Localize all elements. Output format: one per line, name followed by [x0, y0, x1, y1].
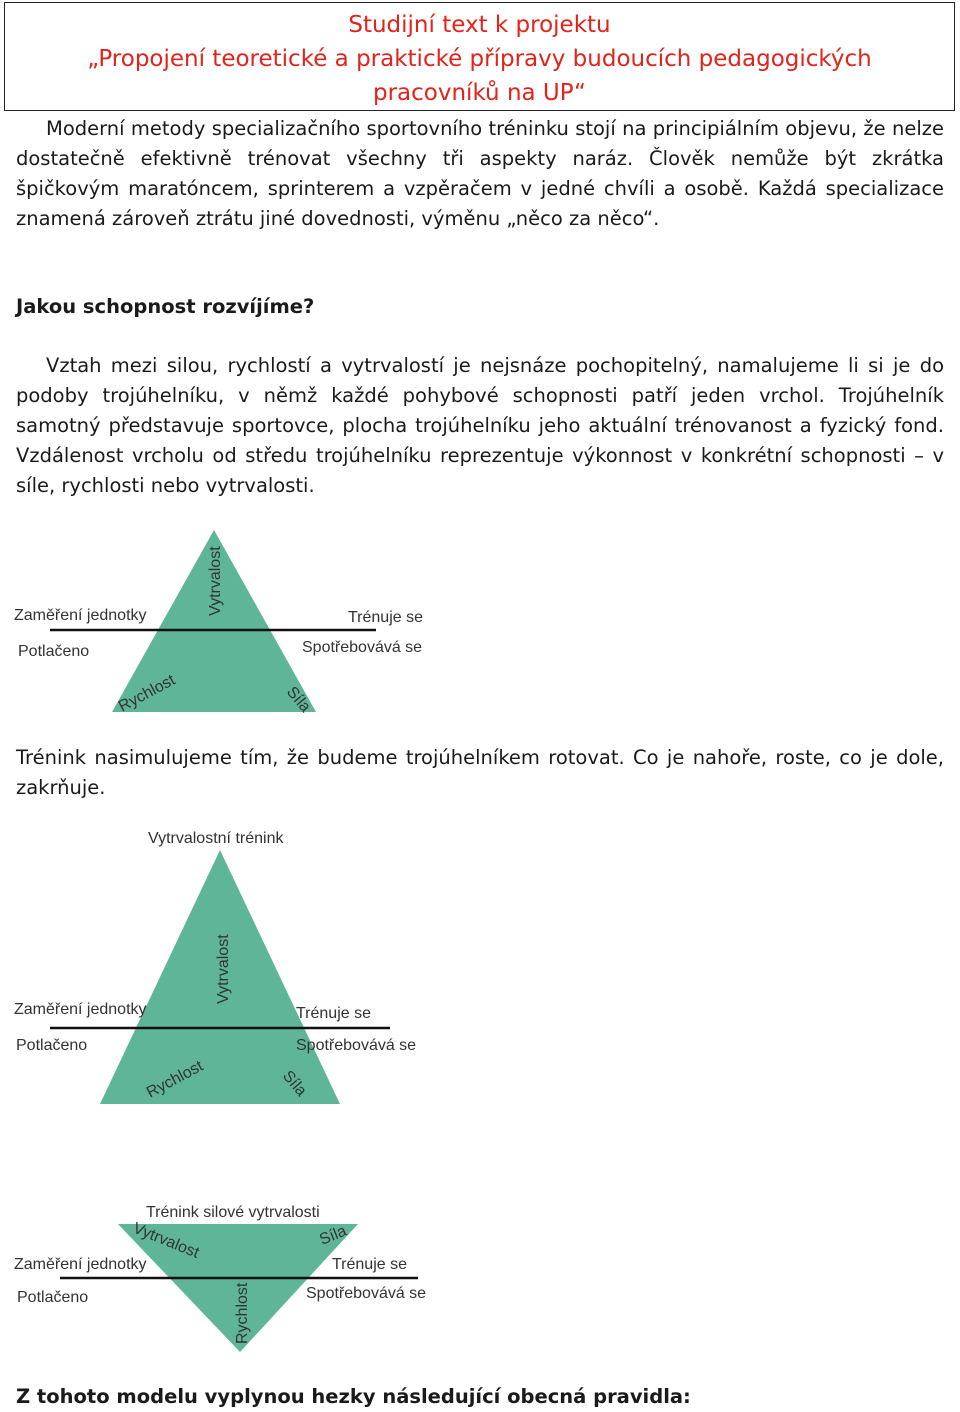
- suppressed-label: Potlačeno: [17, 1289, 89, 1306]
- focus-label: Zaměření jednotky: [14, 1256, 147, 1273]
- vertex-label-endurance: Vytrvalost: [215, 934, 232, 1004]
- vertex-label-speed: Rychlost: [143, 1057, 207, 1102]
- triangle-diagram: [0, 822, 460, 1112]
- consumed-label: Spotřebovává se: [296, 1037, 417, 1054]
- vertex-label-strength: Síla: [282, 683, 314, 716]
- focus-label: Zaměření jednotky: [14, 1001, 147, 1018]
- consumed-label: Spotřebovává se: [306, 1285, 427, 1302]
- suppressed-label: Potlačeno: [18, 643, 90, 660]
- header-project-name-end: pracovníků na UP“: [373, 80, 586, 106]
- consumed-label: Spotřebovává se: [302, 639, 423, 656]
- vertex-label-strength: Síla: [278, 1067, 310, 1100]
- vertex-label-strength: Síla: [317, 1222, 350, 1249]
- triangle-diagram: [0, 1198, 460, 1358]
- focus-label: Zaměření jednotky: [14, 607, 147, 624]
- intro-paragraph: Moderní metody specializačního sportovního tréninku stojí na principiálním objevu, že nelze dostatečně efektivně trénovat všechny tři aspekty naráz. Člověk nemůže být zkrátka špičkovým maratóncem, sprinterem a vzpěračem v jedné chvíli a osobě. Každá specializace znamená zároveň ztrátu jiné dovednosti, výměnu „něco za něco“.: [16, 117, 944, 230]
- section-heading: Jakou schopnost rozvíjíme?: [16, 295, 315, 318]
- suppressed-label: Potlačeno: [16, 1037, 88, 1054]
- trained-label: Trénuje se: [348, 609, 423, 626]
- triangle-figure-strength-endurance-training: [0, 1198, 460, 1358]
- trained-label: Trénuje se: [332, 1256, 407, 1273]
- closing-heading: Z tohoto modelu vyplynou hezky následující obecná pravidla:: [16, 1385, 691, 1408]
- document-header: [4, 2, 955, 111]
- vertex-label-endurance: Vytrvalost: [207, 546, 224, 616]
- header-title: Studijní text k projektu: [348, 12, 611, 38]
- vertex-label-speed: Rychlost: [115, 671, 179, 716]
- vertex-label-speed: Rychlost: [234, 1282, 251, 1344]
- figure-title: Trénink silové vytrvalosti: [146, 1204, 320, 1221]
- triangle-diagram: [0, 520, 460, 720]
- triangle-figure-endurance-training: [0, 822, 460, 1112]
- rotation-paragraph: Trénink nasimulujeme tím, že budeme trojúhelníkem rotovat. Co je nahoře, roste, co je dole, zakrňuje.: [16, 746, 944, 799]
- trained-label: Trénuje se: [296, 1005, 371, 1022]
- vertex-label-endurance: Vytrvalost: [130, 1219, 202, 1262]
- triangle-figure-base: [0, 520, 460, 720]
- triangle-paragraph: Vztah mezi silou, rychlostí a vytrvalostí je nejsnáze pochopitelný, namalujeme li si je do podoby trojúhelníku, v němž každé pohybové schopnosti patří jeden vrchol. Trojúhelník samotný představuje sportovce, plocha trojúhelníku jeho aktuální trénovanost a fyzický fond. Vzdálenost vrcholu od středu trojúhelníku reprezentuje výkonnost v konkrétní schopnosti – v síle, rychlosti nebo vytrvalosti.: [16, 354, 944, 497]
- figure-title: Vytrvalostní trénink: [148, 830, 284, 847]
- header-project-name: „Propojení teoretické a praktické přípravy budoucích pedagogických: [87, 46, 872, 72]
